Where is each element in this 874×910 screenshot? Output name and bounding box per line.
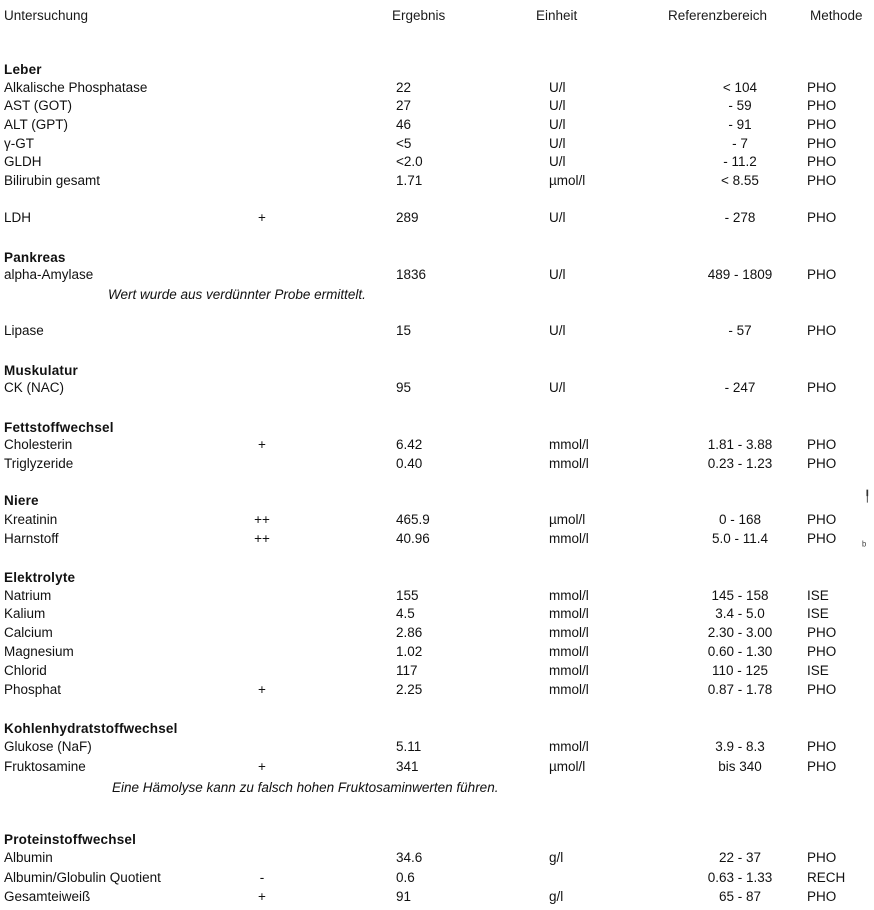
reference-range: 0.63 - 1.33: [707, 870, 773, 885]
header-method: Methode: [810, 8, 863, 23]
section-title: Proteinstoffwechsel: [4, 832, 137, 847]
flag-value: +: [258, 437, 266, 452]
test-name: alpha-Amylase: [4, 267, 94, 282]
scan-speck: ╿: [864, 491, 871, 503]
unit-value: U/l: [549, 117, 566, 132]
reference-range: 1.81 - 3.88: [707, 437, 773, 452]
test-name: Glukose (NaF): [4, 739, 92, 754]
method-value: PHO: [807, 889, 837, 904]
table-row: [0, 606, 874, 624]
test-name: Albumin/Globulin Quotient: [4, 870, 161, 885]
method-value: PHO: [807, 173, 837, 188]
result-value: 117: [396, 663, 418, 678]
method-value: PHO: [807, 380, 837, 395]
result-value: 465.9: [396, 512, 430, 527]
test-name: Triglyzeride: [4, 456, 74, 471]
reference-range: 5.0 - 11.4: [711, 531, 769, 546]
result-value: 15: [396, 323, 412, 338]
unit-value: µmol/l: [549, 173, 586, 188]
unit-value: mmol/l: [549, 456, 589, 471]
flag-value: +: [258, 682, 266, 697]
table-row: [0, 588, 874, 606]
method-value: PHO: [807, 154, 837, 169]
scan-speck: ᵇ: [862, 540, 867, 552]
unit-value: mmol/l: [549, 606, 589, 621]
result-value: 6.42: [396, 437, 423, 452]
unit-value: U/l: [549, 267, 566, 282]
test-name: Gesamteiweiß: [4, 889, 91, 904]
test-name: AST (GOT): [4, 98, 73, 113]
test-name: Fruktosamine: [4, 759, 86, 774]
test-name: GLDH: [4, 154, 42, 169]
test-name: γ-GT: [4, 136, 34, 151]
method-value: PHO: [807, 644, 837, 659]
result-value: 22: [396, 80, 412, 95]
test-name: CK (NAC): [4, 380, 64, 395]
reference-range: - 91: [728, 117, 752, 132]
result-value: <5: [396, 136, 412, 151]
result-value: 0.6: [396, 870, 415, 885]
reference-range: < 104: [722, 80, 758, 95]
table-row: [0, 210, 874, 228]
result-value: 91: [396, 889, 412, 904]
table-row: [0, 136, 874, 154]
result-value: 95: [396, 380, 412, 395]
table-row: [0, 80, 874, 98]
result-value: 341: [396, 759, 419, 774]
method-value: PHO: [807, 625, 837, 640]
result-value: <2.0: [396, 154, 423, 169]
method-value: RECH: [807, 870, 846, 885]
test-name: Albumin: [4, 850, 53, 865]
unit-value: U/l: [549, 154, 566, 169]
table-row: [0, 456, 874, 474]
flag-value: ++: [254, 531, 270, 546]
result-value: 2.25: [396, 682, 423, 697]
unit-value: µmol/l: [549, 759, 586, 774]
table-row: [0, 117, 874, 135]
header-unit: Einheit: [536, 8, 578, 23]
result-note: Wert wurde aus verdünnter Probe ermittelt.: [108, 287, 366, 302]
method-value: ISE: [807, 606, 829, 621]
flag-value: ++: [254, 512, 270, 527]
result-value: 34.6: [396, 850, 423, 865]
unit-value: mmol/l: [549, 437, 589, 452]
test-name: Magnesium: [4, 644, 74, 659]
header-result: Ergebnis: [392, 8, 446, 23]
unit-value: mmol/l: [549, 531, 589, 546]
unit-value: mmol/l: [549, 588, 589, 603]
method-value: PHO: [807, 531, 837, 546]
reference-range: 22 - 37: [718, 850, 762, 865]
method-value: PHO: [807, 682, 837, 697]
method-value: PHO: [807, 512, 837, 527]
method-value: PHO: [807, 210, 837, 225]
method-value: PHO: [807, 323, 837, 338]
result-value: 155: [396, 588, 419, 603]
table-row: [0, 154, 874, 172]
table-row: [0, 173, 874, 191]
result-value: 2.86: [396, 625, 423, 640]
reference-range: 65 - 87: [718, 889, 762, 904]
result-note: Eine Hämolyse kann zu falsch hohen Fruktosaminwerten führen.: [112, 780, 499, 795]
test-name: Phosphat: [4, 682, 62, 697]
flag-value: +: [258, 210, 266, 225]
reference-range: - 278: [724, 210, 756, 225]
unit-value: g/l: [549, 889, 564, 904]
table-row: [0, 437, 874, 455]
table-row: [0, 644, 874, 662]
method-value: PHO: [807, 98, 837, 113]
reference-range: < 8.55: [721, 173, 759, 188]
unit-value: mmol/l: [549, 644, 589, 659]
method-value: PHO: [807, 850, 837, 865]
table-row: [0, 625, 874, 643]
result-value: 1.02: [396, 644, 423, 659]
unit-value: U/l: [549, 80, 566, 95]
section-title: Fettstoffwechsel: [4, 420, 114, 435]
table-row: [0, 663, 874, 681]
test-name: Chlorid: [4, 663, 47, 678]
reference-range: 3.9 - 8.3: [715, 739, 765, 754]
reference-range: - 59: [728, 98, 752, 113]
reference-range: 110 - 125: [711, 663, 769, 678]
result-value: 40.96: [396, 531, 430, 546]
method-value: PHO: [807, 80, 837, 95]
test-name: LDH: [4, 210, 32, 225]
reference-range: 0.87 - 1.78: [707, 682, 773, 697]
method-value: ISE: [807, 663, 829, 678]
test-name: Alkalische Phosphatase: [4, 80, 148, 95]
method-value: ISE: [807, 588, 829, 603]
test-name: Calcium: [4, 625, 53, 640]
flag-value: +: [258, 759, 266, 774]
table-row: [0, 850, 874, 868]
flag-value: +: [258, 889, 266, 904]
test-name: ALT (GPT): [4, 117, 69, 132]
result-value: 1.71: [396, 173, 423, 188]
method-value: PHO: [807, 456, 837, 471]
reference-range: 0.23 - 1.23: [707, 456, 773, 471]
method-value: PHO: [807, 739, 837, 754]
reference-range: 0.60 - 1.30: [707, 644, 773, 659]
section-title: Kohlenhydratstoffwechsel: [4, 721, 178, 736]
reference-range: - 7: [732, 136, 748, 151]
reference-range: bis 340: [718, 759, 762, 774]
reference-range: - 57: [728, 323, 752, 338]
table-row: [0, 759, 874, 777]
unit-value: U/l: [549, 380, 566, 395]
result-value: 4.5: [396, 606, 415, 621]
table-row: [0, 323, 874, 341]
result-value: 0.40: [396, 456, 423, 471]
section-title: Niere: [4, 493, 39, 508]
test-name: Kalium: [4, 606, 46, 621]
method-value: PHO: [807, 437, 837, 452]
reference-range: 2.30 - 3.00: [707, 625, 773, 640]
unit-value: mmol/l: [549, 625, 589, 640]
unit-value: µmol/l: [549, 512, 586, 527]
unit-value: U/l: [549, 323, 566, 338]
reference-range: 145 - 158: [711, 588, 769, 603]
table-row: [0, 739, 874, 757]
table-row: [0, 870, 874, 888]
unit-value: mmol/l: [549, 682, 589, 697]
test-name: Lipase: [4, 323, 44, 338]
header-reference: Referenzbereich: [668, 8, 768, 23]
table-row: [0, 267, 874, 285]
table-row: [0, 98, 874, 116]
table-row: [0, 380, 874, 398]
test-name: Kreatinin: [4, 512, 58, 527]
table-row: [0, 512, 874, 530]
unit-value: g/l: [549, 850, 564, 865]
reference-range: - 11.2: [723, 154, 757, 169]
reference-range: 0 - 168: [718, 512, 762, 527]
unit-value: U/l: [549, 98, 566, 113]
method-value: PHO: [807, 759, 837, 774]
unit-value: U/l: [549, 136, 566, 151]
section-title: Elektrolyte: [4, 570, 76, 585]
reference-range: 489 - 1809: [707, 267, 773, 282]
method-value: PHO: [807, 267, 837, 282]
table-row: [0, 531, 874, 549]
test-name: Harnstoff: [4, 531, 59, 546]
section-title: Leber: [4, 62, 42, 77]
header-test: Untersuchung: [4, 8, 89, 23]
unit-value: mmol/l: [549, 739, 589, 754]
section-title: Pankreas: [4, 250, 66, 265]
reference-range: 3.4 - 5.0: [715, 606, 765, 621]
method-value: PHO: [807, 136, 837, 151]
result-value: 46: [396, 117, 412, 132]
test-name: Natrium: [4, 588, 52, 603]
table-row: [0, 682, 874, 700]
result-value: 27: [396, 98, 412, 113]
test-name: Bilirubin gesamt: [4, 173, 101, 188]
result-value: 1836: [396, 267, 427, 282]
unit-value: U/l: [549, 210, 566, 225]
section-title: Muskulatur: [4, 363, 79, 378]
table-row: [0, 889, 874, 907]
result-value: 289: [396, 210, 419, 225]
test-name: Cholesterin: [4, 437, 73, 452]
unit-value: mmol/l: [549, 663, 589, 678]
flag-value: -: [259, 870, 265, 885]
result-value: 5.11: [396, 739, 422, 754]
method-value: PHO: [807, 117, 837, 132]
reference-range: - 247: [724, 380, 756, 395]
